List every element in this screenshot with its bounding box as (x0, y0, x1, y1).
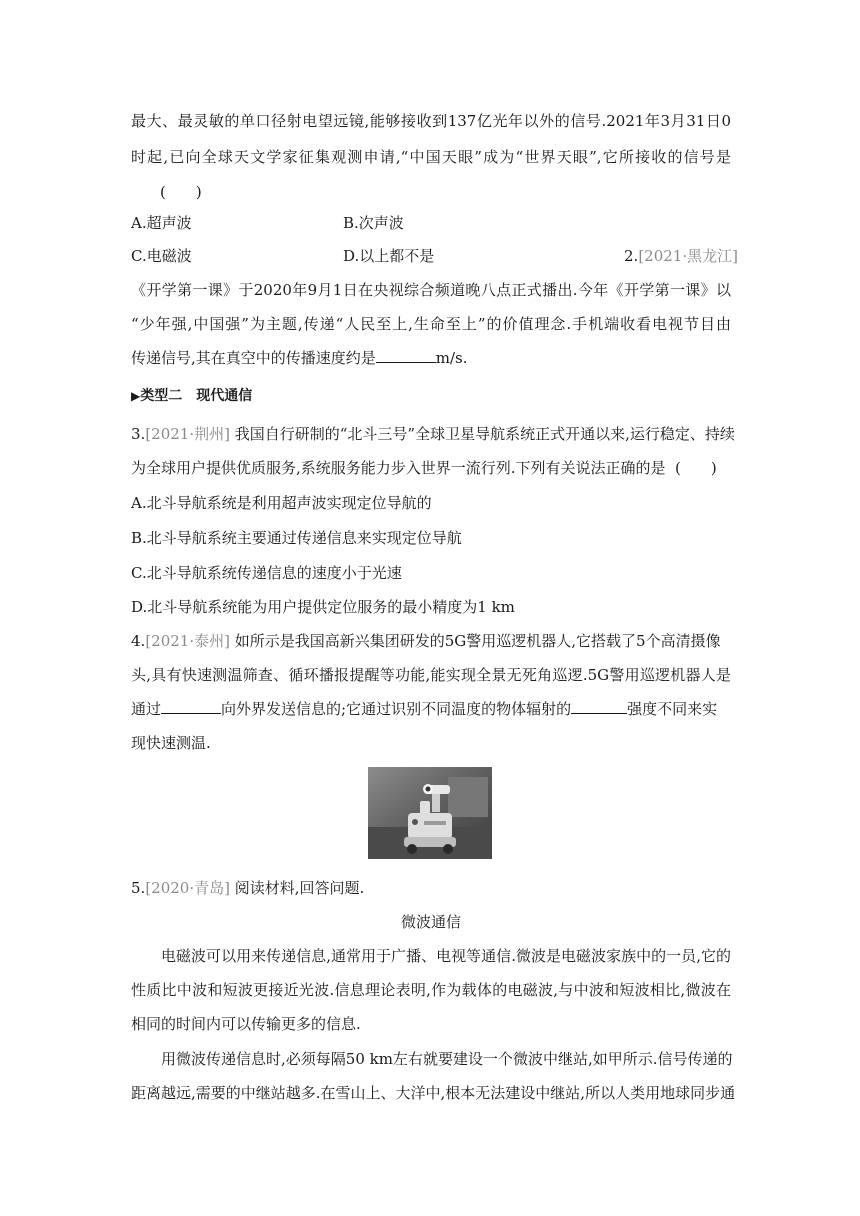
q2-line-3-text: 传递信号,其在真空中的传播速度约是 (131, 349, 376, 367)
section-heading (131, 386, 731, 406)
robot-illustration (368, 767, 492, 859)
q3-option-d: D.北斗导航系统能为用户提供定位服务的最小精度为1 km (131, 598, 515, 616)
q4-line-3-b: 向外界发送信息的;它通过识别不同温度的物体辐射的 (221, 700, 572, 718)
q4-line-3 (131, 699, 731, 719)
q3-answer-parens: ( ) (675, 459, 717, 477)
article-title: 微波通信 (400, 913, 461, 931)
q2-line-1: 《开学第一课》于2020年9月1日在央视综合频道晚八点正式播出.今年《开学第一课》以 (131, 281, 731, 299)
q2-number: 2. (624, 247, 639, 265)
q5-source: [2020·青岛] (145, 879, 230, 897)
q1-option-b: B.次声波 (343, 214, 404, 232)
q2-answer-blank (376, 348, 436, 363)
q2-source: [2021·黑龙江] (638, 247, 738, 265)
article-p1-line-3: 相同的时间内可以传输更多的信息. (131, 1015, 361, 1033)
q1-line-2: 时起,已向全球天文学家征集观测申请,“中国天眼”成为“世界天眼”,它所接收的信号是 (131, 148, 731, 166)
q4-answer-blank-2 (571, 699, 627, 714)
q2-line-3 (131, 348, 731, 368)
q4-source: [2021·泰州] (145, 632, 230, 650)
article-p2-line-1: 用微波传递信息时,必须每隔50 km左右就要建设一个微波中继站,如甲所示.信号传递的 (161, 1050, 733, 1068)
q3-source: [2021·荆州] (145, 425, 230, 443)
police-robot-photo (368, 767, 492, 859)
q3-line-1-text: 我国自行研制的“北斗三号”全球卫星导航系统正式开通以来,运行稳定、持续 (234, 425, 735, 443)
q3-option-b: B.北斗导航系统主要通过传递信息来实现定位导航 (131, 529, 462, 547)
q2-line-2: “少年强,中国强”为主题,传递“人民至上,生命至上”的价值理念.手机端收看电视节目由 (131, 315, 731, 333)
article-p1-line-1: 电磁波可以用来传递信息,通常用于广播、电视等通信.微波是电磁波家族中的一员,它的 (161, 947, 731, 965)
q1-answer-parens: ( ) (160, 183, 202, 201)
q4-line-4: 现快速测温. (131, 734, 211, 752)
q3-line-2 (131, 458, 731, 478)
q3-number: 3. (131, 425, 146, 443)
q4-answer-blank-1 (161, 699, 221, 714)
q4-line-1 (131, 631, 731, 651)
q1-line-1: 最大、最灵敏的单口径射电望远镜,能够接收到137亿光年以外的信号.2021年3月31日0 (131, 112, 731, 130)
q4-line-3-a: 通过 (131, 700, 162, 718)
q2-header (624, 246, 738, 266)
q1-option-a: A.超声波 (131, 214, 192, 232)
q2-unit: m/s. (435, 349, 468, 367)
q3-option-c: C.北斗导航系统传递信息的速度小于光速 (131, 564, 402, 582)
q3-line-1 (131, 424, 735, 444)
q4-line-1-text: 如所示是我国高新兴集团研发的5G警用巡逻机器人,它搭载了5个高清摄像 (234, 632, 721, 650)
q4-line-2: 头,具有快速测温筛查、循环播报提醒等功能,能实现全景无死角巡逻.5G警用巡逻机器人是 (131, 666, 731, 684)
article-p2-line-2: 距离越远,需要的中继站越多.在雪山上、大洋中,根本无法建设中继站,所以人类用地球同步通 (131, 1084, 736, 1102)
article-p1-line-2: 性质比中波和短波更接近光波.信息理论表明,作为载体的电磁波,与中波和短波相比,微波在 (131, 981, 731, 999)
q4-number: 4. (131, 632, 146, 650)
q1-option-d: D.以上都不是 (343, 247, 435, 265)
q4-line-3-c: 强度不同来实 (627, 700, 718, 718)
section-title: 类型二 现代通信 (140, 388, 253, 404)
q3-option-a: A.北斗导航系统是利用超声波实现定位导航的 (131, 494, 432, 512)
section-triangle-icon: ▶ (131, 389, 141, 403)
q5-intro: 阅读材料,回答问题. (234, 879, 365, 897)
q5-number: 5. (131, 879, 146, 897)
q5-line-1 (131, 878, 731, 898)
q3-line-2-text: 为全球用户提供优质服务,系统服务能力步入世界一流行列.下列有关说法正确的是 (131, 459, 666, 477)
q1-option-c: C.电磁波 (131, 247, 192, 265)
